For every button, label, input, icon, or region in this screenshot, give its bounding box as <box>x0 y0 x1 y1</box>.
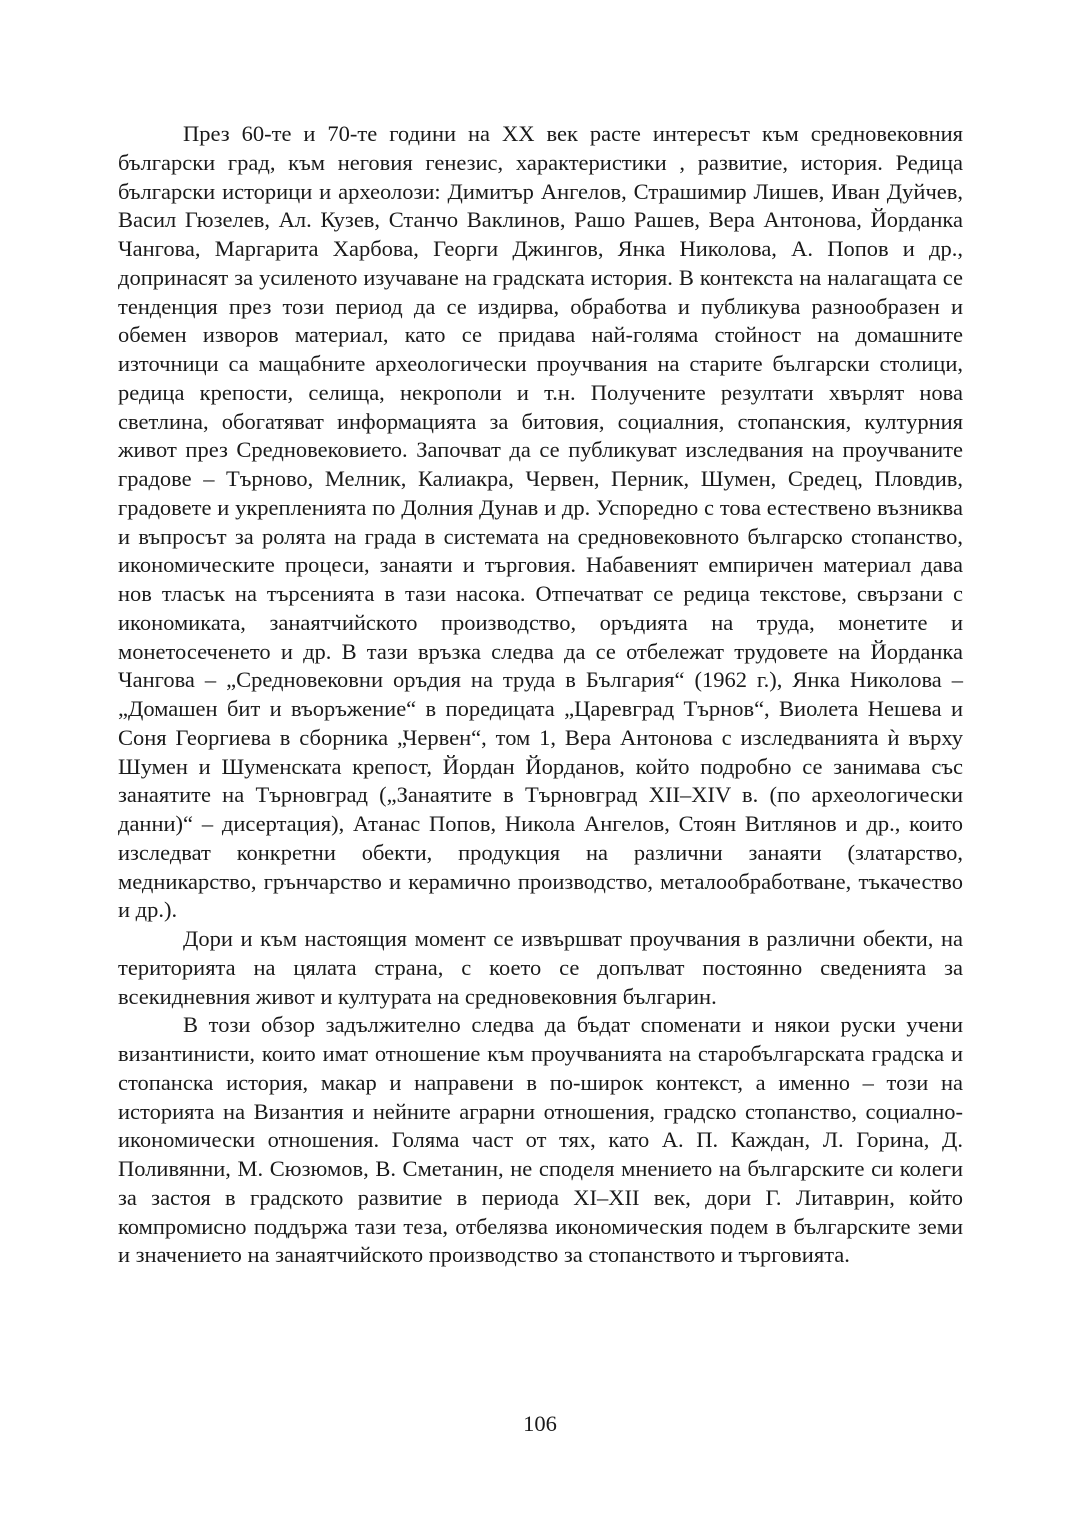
body-text <box>118 120 963 1270</box>
paragraph-historiography: През 60-те и 70-те години на XX век расте интересът към средновековния български град, към неговия генезис, характеристики , развитие, история. Редица български историци и археолози: Димитър Ангелов, Страшимир Лишев, Иван Дуйчев, Васил Гюзелев, Ал. Кузев, Станчо Ваклинов, Рашо Рашев, Вера Антонова, Йорданка Чангова, Маргарита Харбова, Георги Джингов, Янка Николова, А. Попов и др., допринасят за усиленото изучаване на градската история. В контекста на налагащата се тенденция през този период да се издирва, обработва и публикува разнообразен и обемен изворов материал, като се придава най-голяма стойност на домашните източници са мащабните археологически проучвания на старите български столици, редица крепости, селища, некрополи и т.н. Получените резултати хвърлят нова светлина, обогатяват информацията за битовия, социалния, стопанския, културния живот през Средновековието. Започват да се публикуват изследвания на проучваните градове – Търново, Мелник, Калиакра, Червен, Перник, Шумен, Средец, Пловдив, градовете и укрепленията по Долния Дунав и др. Успоредно с това естествено възниква и въпросът за ролята на града в системата на средновековното българско стопанство, икономическите процеси, занаяти и търговия. Набавеният емпиричен материал дава нов тласък на търсенията в тази насока. Отпечатват се редица текстове, свързани с икономиката, занаятчийското производство, оръдията на труда, монетите и монетосеченето и др. В тази връзка следва да се отбележат трудовете на Йорданка Чангова – „Средновековни оръдия на труда в България“ (1962 г.), Янка Николова – „Домашен бит и въоръжение“ в поредицата „Царевград Търнов“, Виолета Нешева и Соня Георгиева в сборника „Червен“, том 1, Вера Антонова с изследванията ѝ върху Шумен и Шуменската крепост, Йордан Йорданов, който подробно се занимава със занаятите на Търновград („Занаятите в Търновград XII–XIV в. (по археологически данни)“ – дисертация), Атанас Попов, Никола Ангелов, Стоян Витлянов и др., които изследват конкретни обекти, продукция на различни занаяти (златарство, медникарство, грънчарство и керамично производство, металообработване, тъкачество и др.). <box>118 121 963 923</box>
paragraph-russian-byzantinists: В този обзор задължително следва да бъдат споменати и някои руски учени византинисти, които имат отношение към проучванията на старобългарската градска и стопанска история, макар и направени в по-широк контекст, а именно – този на историята на Византия и нейните аграрни отношения, градско стопанство, социално-икономически отношения. Голяма част от тях, като А. П. Каждан, Л. Горина, Д. Поливянни, М. Сюзюмов, В. Сметанин, не споделя мнението на българските си колеги за застоя в градското развитие в периода XI–XII век, дори Г. Литаврин, който компромисно поддържа тази теза, отбелязва икономическия подем в българските земи и значението на занаятчийското производство за стопанството и търговията. <box>118 1012 963 1268</box>
page-number: 106 <box>523 1411 557 1436</box>
paragraph-current-research: Дори и към настоящия момент се извършват проучвания в различни обекти, на територията на цялата страна, с което се допълват постоянно сведенията за всекидневния живот и културата на средновековния българин. <box>118 926 963 1009</box>
